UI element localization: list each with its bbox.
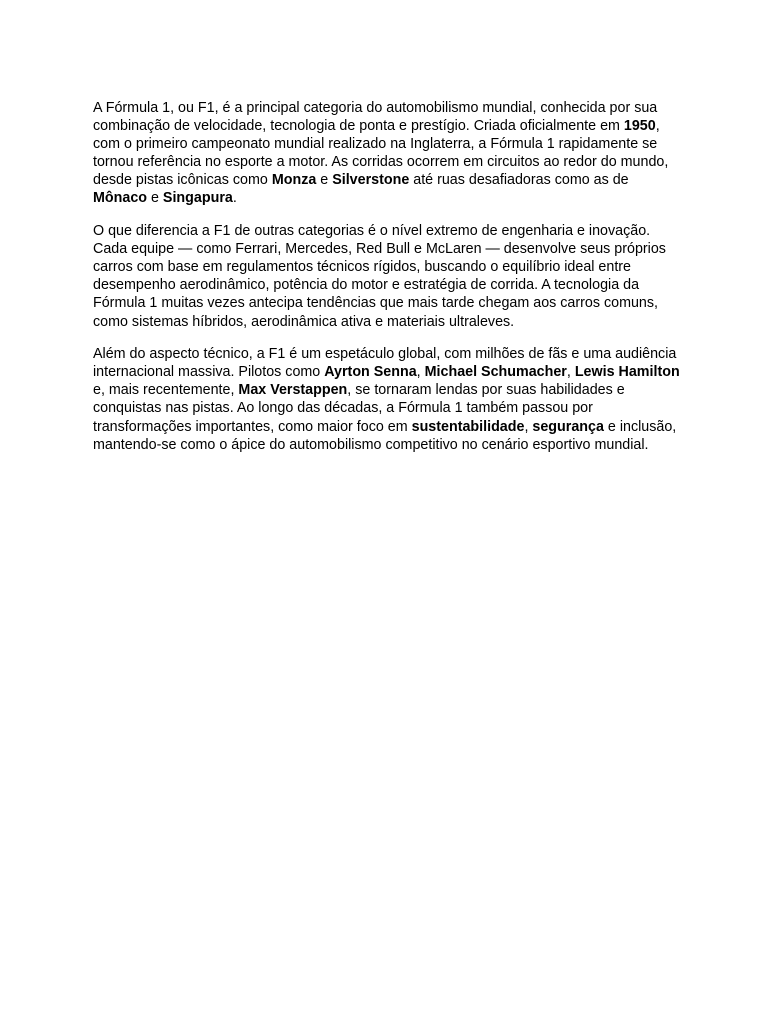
text-segment: , <box>416 364 425 381</box>
text-segment: , com o primeiro campeonato mundial realizado na Inglaterra, a Fórmula 1 rapidamente se tornou referência no esporte a motor. As corridas ocorrem em circuitos ao redor do mundo, desde pistas icônicas como <box>93 118 669 189</box>
paragraph-intro <box>93 99 683 208</box>
paragraph-engineering <box>93 222 683 331</box>
bold-circuit-monza: Monza <box>271 172 317 189</box>
bold-driver-hamilton: Lewis Hamilton <box>574 364 680 381</box>
bold-sustentabilidade: sustentabilidade <box>411 418 525 435</box>
text-segment: e, mais recentemente, <box>93 382 239 399</box>
text-segment: . <box>232 190 237 207</box>
bold-circuit-monaco: Mônaco <box>93 190 148 207</box>
bold-driver-senna: Ayrton Senna <box>324 364 417 381</box>
paragraph-spectacle <box>93 345 683 454</box>
bold-circuit-singapura: Singapura <box>162 190 233 207</box>
text-segment: e <box>316 172 333 189</box>
text-segment: e inclusão, mantendo-se como o ápice do automobilismo competitivo no cenário esportivo mundial. <box>93 418 677 453</box>
text-segment: , se tornaram lendas por suas habilidades e conquistas nas pistas. Ao longo das décadas, a Fórmula 1 também passou por transformações importantes, como maior foco em <box>93 382 625 435</box>
text-segment: , <box>524 418 533 435</box>
bold-year: 1950 <box>623 118 656 135</box>
text-segment: , <box>566 364 575 381</box>
bold-seguranca: segurança <box>532 418 604 435</box>
text-segment: até ruas desafiadoras como as de <box>409 172 629 189</box>
text-segment: O que diferencia a F1 de outras categorias é o nível extremo de engenharia e inovação. Cada equipe — como Ferrari, Mercedes, Red Bull e McLaren — desenvolve seus próprios carros com base em regulamentos técnicos rígidos, buscando o equilíbrio ideal entre desempenho aerodinâmico, potência do motor e estratégia de corrida. A tecnologia da Fórmula 1 muitas vezes antecipa tendências que mais tarde chegam aos carros comuns, como sistemas híbridos, aerodinâmica ativa e materiais ultraleves. <box>93 223 666 330</box>
text-segment: A Fórmula 1, ou F1, é a principal categoria do automobilismo mundial, conhecida por sua combinação de velocidade, tecnologia de ponta e prestígio. Criada oficialmente em <box>93 100 658 135</box>
bold-circuit-silverstone: Silverstone <box>332 172 410 189</box>
bold-driver-verstappen: Max Verstappen <box>238 382 348 399</box>
document-page <box>93 99 683 468</box>
bold-driver-schumacher: Michael Schumacher <box>424 364 567 381</box>
text-segment: Além do aspecto técnico, a F1 é um espetáculo global, com milhões de fãs e uma audiência internacional massiva. Pilotos como <box>93 346 677 381</box>
text-segment: e <box>147 190 163 207</box>
